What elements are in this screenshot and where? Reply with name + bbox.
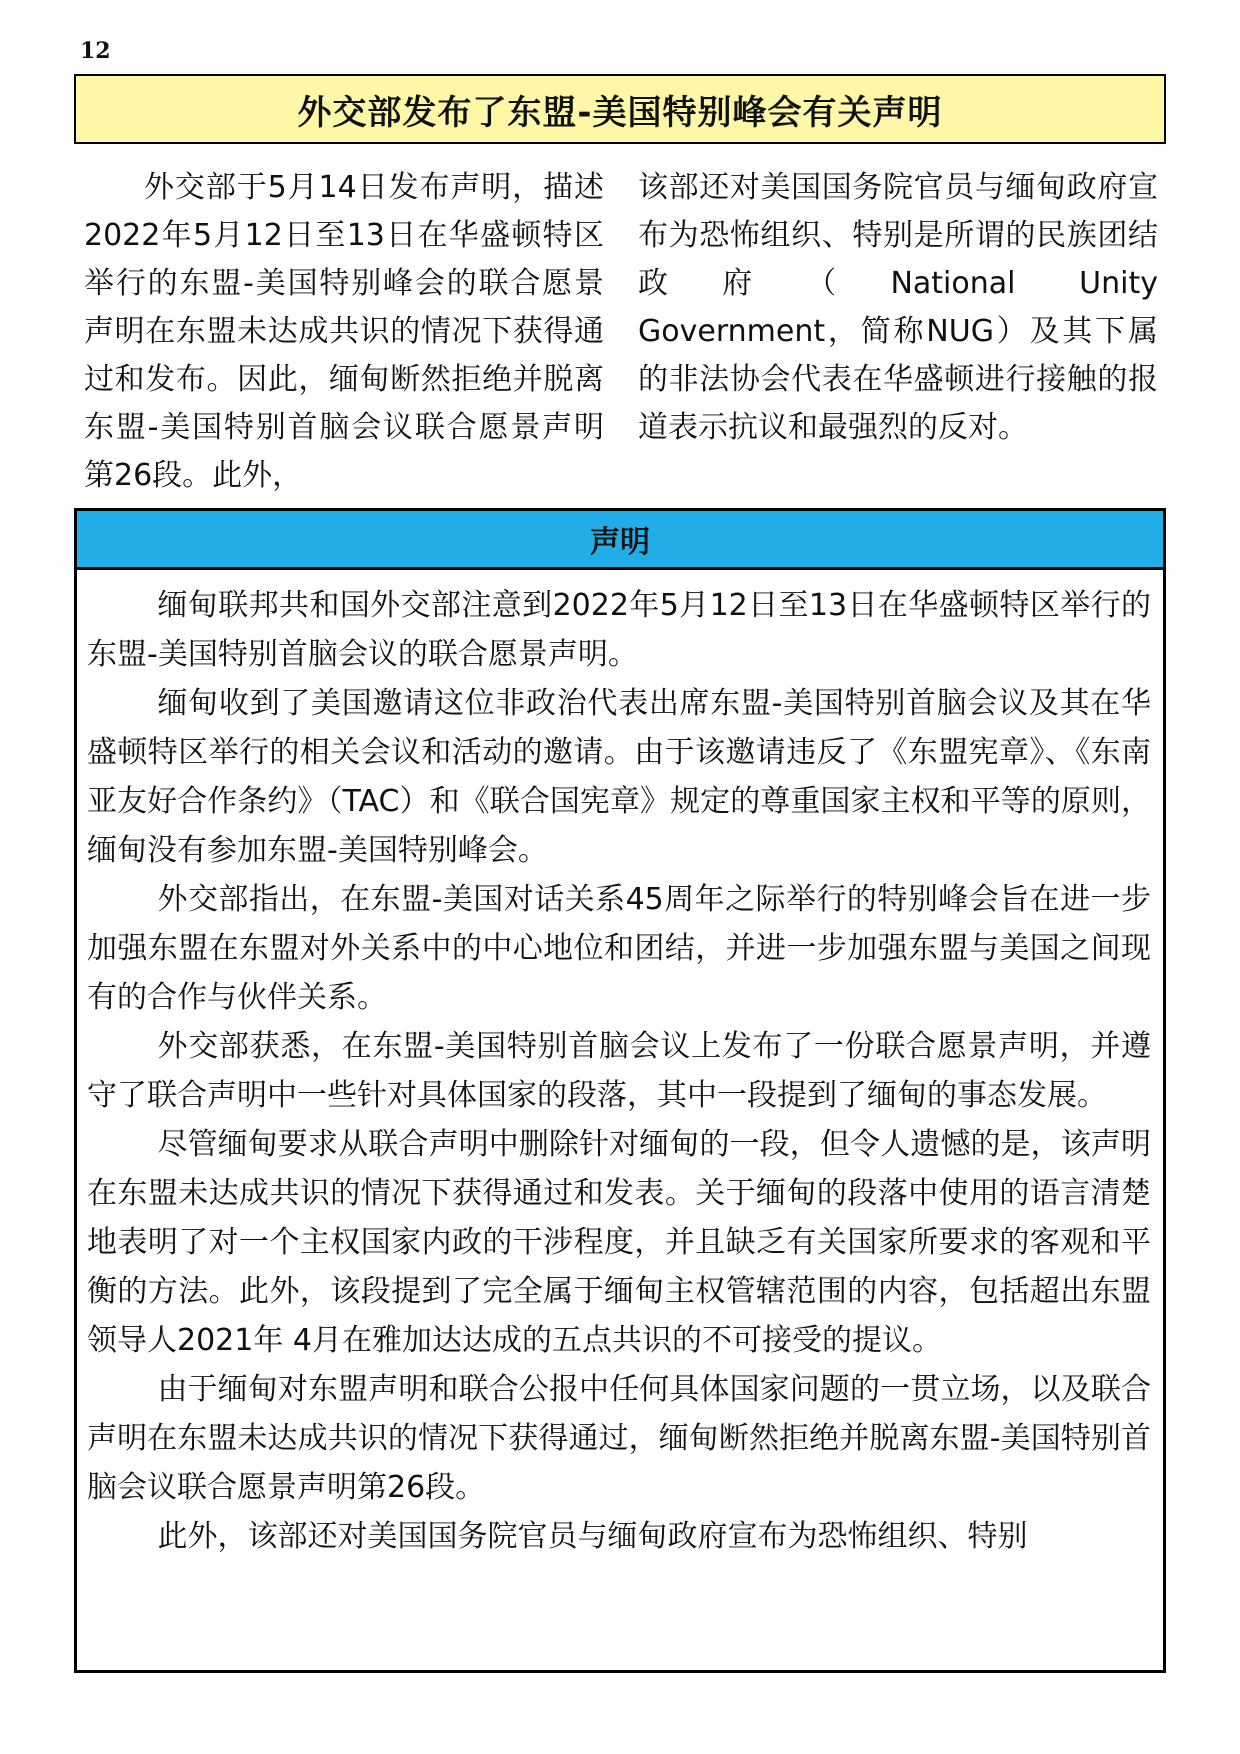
statement-paragraph: 尽管缅甸要求从联合声明中删除针对缅甸的一段，但令人遗憾的是，该声明在东盟未达成共识的情况下获得通过和发表。关于缅甸的段落中使用的语言清楚地表明了对一个主权国家内政的干涉程度，并且缺乏有关国家所要求的客观和平衡的方法。此外，该段提到了完全属于缅甸主权管辖范围的内容，包括超出东盟领导人2021年 4月在雅加达达成的五点共识的不可接受的提议。 (87, 1127, 1151, 1358)
statement-paragraph: 此外，该部还对美国国务院官员与缅甸政府宣布为恐怖组织、特别 (157, 1519, 1028, 1554)
statement-paragraph: 由于缅甸对东盟声明和联合公报中任何具体国家问题的一贯立场，以及联合声明在东盟未达成共识的情况下获得通过，缅甸断然拒绝并脱离东盟-美国特别首脑会议联合愿景声明第26段。 (87, 1372, 1151, 1505)
intro-columns (84, 164, 1158, 500)
article-title-box (74, 74, 1166, 144)
statement-paragraph: 缅甸联邦共和国外交部注意到2022年5月12日至13日在华盛顿特区举行的东盟-美国特别首脑会议的联合愿景声明。 (87, 588, 1151, 672)
statement-paragraph: 缅甸收到了美国邀请这位非政治代表出席东盟-美国特别首脑会议及其在华盛顿特区举行的相关会议和活动的邀请。由于该邀请违反了《东盟宪章》、《东南亚友好合作条约》（TAC）和《联合国宪章》规定的尊重国家主权和平等的原则，缅甸没有参加东盟-美国特别峰会。 (87, 686, 1151, 868)
page-number: 12 (80, 38, 111, 64)
statement-body (74, 567, 1166, 1673)
statement-paragraph: 外交部指出，在东盟-美国对话关系45周年之际举行的特别峰会旨在进一步加强东盟在东盟对外关系中的中心地位和团结，并进一步加强东盟与美国之间现有的合作与伙伴关系。 (87, 882, 1151, 1015)
statement-paragraph: 外交部获悉，在东盟-美国特别首脑会议上发布了一份联合愿景声明，并遵守了联合声明中一些针对具体国家的段落，其中一段提到了缅甸的事态发展。 (87, 1029, 1151, 1113)
statement-heading: 声明 (590, 525, 650, 560)
statement-header (74, 508, 1166, 570)
intro-right-text: 该部还对美国国务院官员与缅甸政府宣布为恐怖组织、特别是所谓的民族团结政府（National Unity Government，简称NUG）及其下属的非法协会代表在华盛顿进行接触的报道表示抗议和最强烈的反对。 (638, 170, 1158, 445)
intro-left-column (84, 164, 604, 500)
intro-right-column (638, 164, 1158, 500)
intro-left-text: 外交部于5月14日发布声明，描述2022年5月12日至13日在华盛顿特区举行的东盟-美国特别峰会的联合愿景声明在东盟未达成共识的情况下获得通过和发布。因此，缅甸断然拒绝并脱离东盟-美国特别首脑会议联合愿景声明第26段。此外， (84, 170, 604, 493)
article-title: 外交部发布了东盟-美国特别峰会有关声明 (297, 92, 943, 133)
